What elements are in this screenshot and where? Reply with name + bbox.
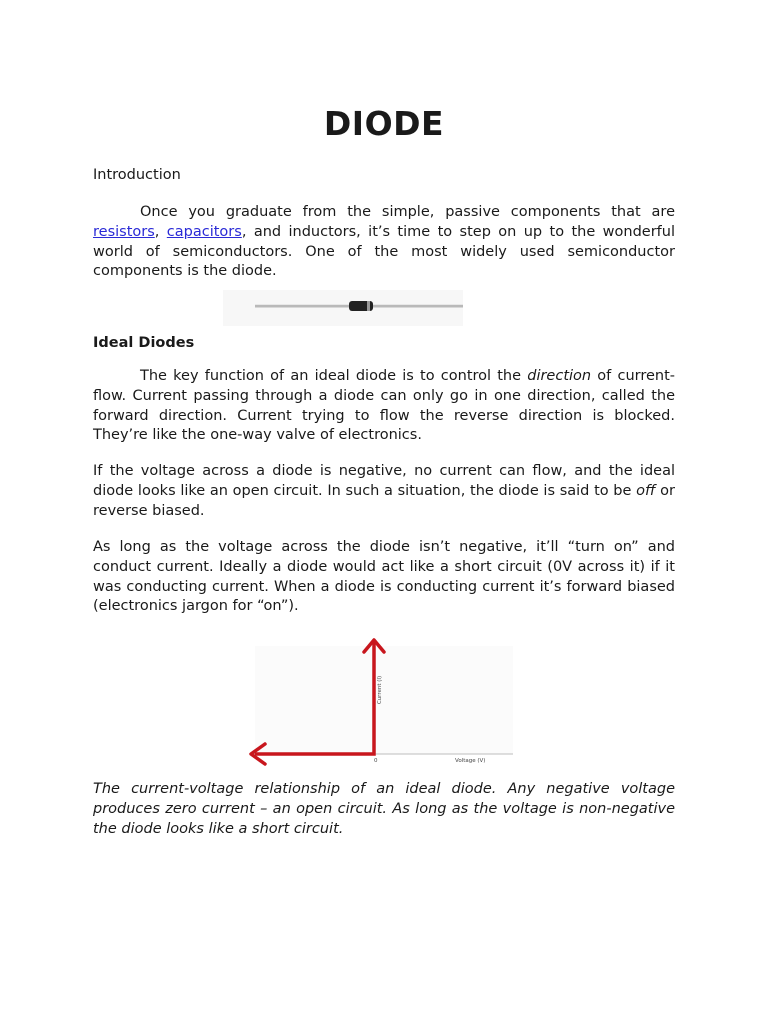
capacitors-link[interactable]: capacitors [166,223,242,240]
figure-caption: The current-voltage relationship of an ideal diode. Any negative voltage produces zero current – an open circuit. As long as the voltage is non-negative the diode looks like a short circuit. [93,781,675,837]
p3-emphasis: off [636,482,656,499]
intro-separator: , [154,223,167,240]
diode-photo [223,290,463,326]
y-axis-label: Current (I) [377,675,383,705]
ideal-diode-paragraph-1 [93,367,675,446]
iv-curve-graph [243,632,518,772]
section-heading-ideal-diodes: Ideal Diodes [93,335,195,351]
ideal-diode-paragraph-2 [93,462,675,521]
intro-paragraph [93,203,675,282]
x-axis-label: Voltage (V) [455,758,486,764]
origin-label: 0 [374,758,378,764]
p2-start: The key function of an ideal diode is to control the [140,368,528,384]
intro-text-end: , and inductors, it’s time to step on up to the wonderful world of semiconductors. One of the most widely used semiconductor components is the diode. [93,223,676,280]
resistors-link[interactable]: resistors [93,223,155,240]
page-title: DIODE [323,104,445,143]
intro-text-start: Once you graduate from the simple, passive components that are [140,204,675,220]
p2-end: of current-flow. Current passing through a diode can only go in one direction, called the forward direction. Current trying to flow the reverse direction is blocked. They’re like the one-way valve of electronics. [93,368,676,444]
section-heading-introduction: Introduction [93,167,181,183]
p3-end: or reverse biased. [93,482,675,519]
ideal-diode-paragraph-3: As long as the voltage across the diode isn’t negative, it’ll “turn on” and conduct current. Ideally a diode would act like a short circuit (0V across it) if it was conducting current. When a diode is conducting current it’s forward biased (electronics jargon for “on”). [93,539,675,615]
p2-emphasis: direction [527,368,592,384]
p3-start: If the voltage across a diode is negative, no current can flow, and the ideal diode looks like an open circuit. In such a situation, the diode is said to be [93,463,675,499]
